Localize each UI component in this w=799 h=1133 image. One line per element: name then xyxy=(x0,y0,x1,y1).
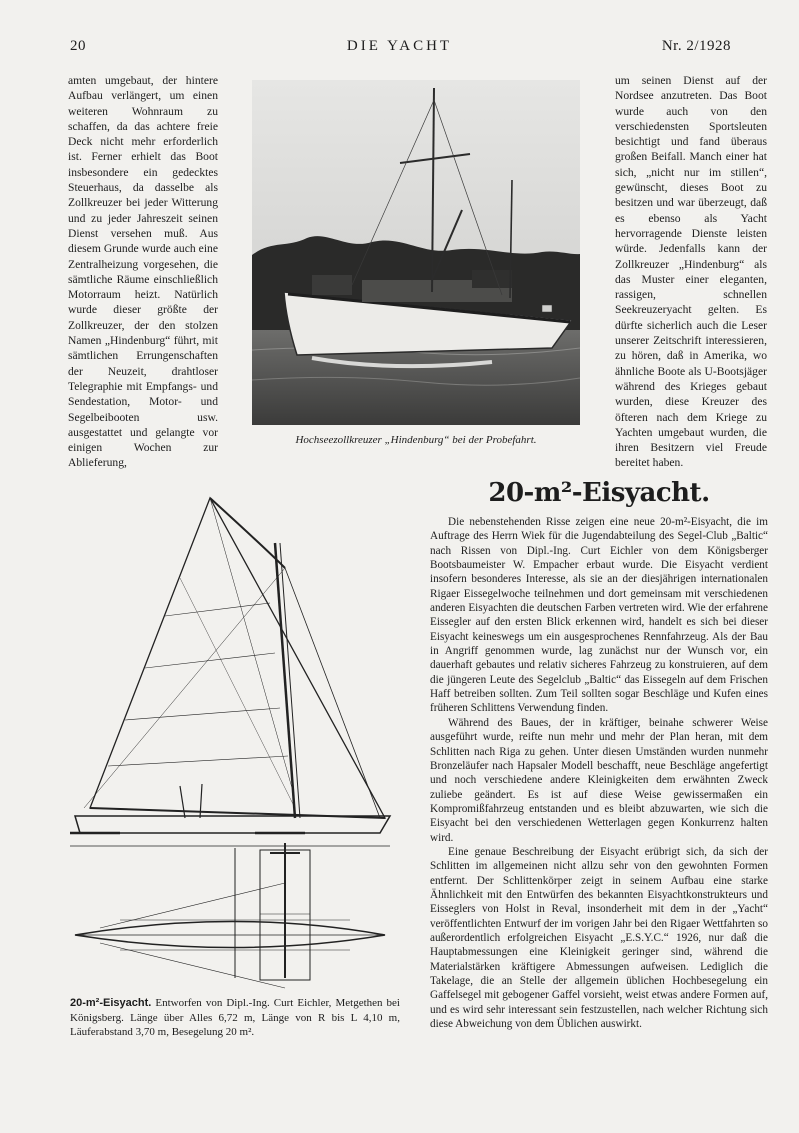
journal-title: DIE YACHT xyxy=(346,38,453,54)
figure-caption-title: 20-m²-Eisyacht. xyxy=(70,997,152,1009)
figure-caption-text: Entworfen von Dipl.-Ing. Curt Eichler, Metgethen bei Königsberg. Länge über Alles 6,72 m, Länge von R bis L 4,10 m, Läuferabstand 3,70 m, Besegelung 20 m². xyxy=(70,997,400,1038)
article-paragraph: Während des Baues, der in kräftiger, beinahe schwerer Weise ausgeführt wurde, reifte nun mehr und mehr der Plan heran, mit dem Schlitten nach Riga zu gehen. Unter diesen Umständen wurden nunmehr Bronzeläufer nach Hapsaler Modell beschafft, neue Beschläge angefertigt und noch verschiedene andere Kleinigkeiten dem erwähnten Zweck zuliebe geändert. Es ist auf diese Weise gewissermaßen ein Kompromißfahrzeug entstanden und es bleibt abzuwarten, wie sich die Eisyacht bei den verschiedenen Wetterlagen gegen Konkurrenz halten wird. xyxy=(430,716,768,844)
left-text-column xyxy=(68,73,218,471)
article-paragraph: Eine genaue Beschreibung der Eisyacht erübrigt sich, da sich der Schlitten im allgemeinen nicht allzu sehr von den gewohnten Formen entfernt. Der Schlittenkörper zeigt in seinem Aufbau eine starke Ähnlichkeit mit den Entwürfen des bekannten Eisyachtkonstrukteurs und Eisseglers von Holst in Reval, insonderheit mit dem in der „Yacht“ veröffentlichten Entwurf der im vorigen Jahr bei den Rigaer Wettfahrten so außerordentlich erfolgreichen Eisyacht „E.S.Y.C.“ 1926, nur daß die Hauptabmessungen eine Kleinigkeit geringer sind, während die Materialstärken kräftigere Abmessungen aufweisen. Lediglich die Takelage, die an Stelle der allgemein üblichen Hochbesegelung ein Gaffelsegel mit gebogener Gaffel vorsieht, weist etwas andere Formen auf, und es wird sehr interessant sein festzustellen, nach welcher Richtung sich diese Abweichung von dem Üblichen auswirkt. xyxy=(430,845,768,1031)
page-number: 20 xyxy=(70,38,86,54)
article-paragraph: Die nebenstehenden Risse zeigen eine neue 20-m²-Eisyacht, die im Auftrage des Herrn Wiek für die Jugendabteilung des Segel-Club „Baltic“ nach Rissen von Dipl.-Ing. Curt Eichler von dem Königsberger Bootsbaumeister W. Empacher erbaut wurde. Die Eisyacht verdient insofern besonderes Interesse, als sie an der diesjährigen internationalen Rigaer Eissegelwoche teilnehmen und dort gemeinsam mit verschiedenen anderen Eisyachten die deutschen Farben vertreten wird. Wie der erfahrene Eissegler auf den ersten Blick erkennen wird, handelt es sich bei dieser Eisyacht keineswegs um ein ausgesprochenes Rennfahrzeug. Als der Bau in Angriff genommen wurde, lag zunächst nur der Wunsch vor, ein dauerhaft gebautes und relativ sicheres Fahrzeug zu konstruieren, auf dem die jüngeren Leute des Segelclub „Baltic“ das Eissegeln auf dem Frischen Haff betreiben sollten. Zum Teil sollten sogar Beschläge und Kufen eines früheren Schlittens Verwendung finden. xyxy=(430,516,768,715)
photo-caption: Hochseezollkreuzer „Hindenburg“ bei der Probefahrt. xyxy=(295,434,537,446)
article-body xyxy=(430,515,768,1031)
right-text-column xyxy=(615,73,767,471)
issue-number: Nr. 2/1928 xyxy=(661,38,731,54)
boat-photo xyxy=(252,80,580,425)
left-column-text: amten umgebaut, der hintere Aufbau verlängert, um einen weiteren Wohnraum zu schaffen, da das achtere freie Deck nicht mehr erforderlich ist. Ferner erhielt das Boot insbesondere ein gedecktes Steuerhaus, da dasselbe als Zollkreuzer bei jeder Witterung und zu jeder Jahreszeit seinen Dienst versehen muß. Aus diesem Grunde wurde auch eine Zentralheizung vorgesehen, die sämtliche Räume einschließlich Motorraum heizt. Natürlich wurde dieser größte der Zollkreuzer, der den stolzen Namen „Hindenburg“ führt, mit sämtlichen Errungenschaften der Neuzeit, drahtloser Telegraphie mit Empfangs- und Sendestation, Motor- und Segelbeibooten usw. ausgestattet und gelangte vor einigen Wochen zur Ablieferung, xyxy=(68,74,218,470)
article-title: 20-m²-Eisyacht. xyxy=(488,478,710,508)
right-column-text: um seinen Dienst auf der Nordsee anzutreten. Das Boot wurde auch von den verschiedensten Sportsleuten besichtigt und fand überaus großen Beifall. Manch einer hat sich, „nicht nur im stillen“, gewünscht, dieses Boot zu besitzen und war überzeugt, daß es ebenso als Yacht hervorragende Dienste leisten würde. Jedenfalls kann der Zollkreuzer „Hindenburg“ als das Muster einer eleganten, rassigen, schnellen Seekreuzeryacht gelten. Es dürfte sicherlich auch die Leser unserer Zeitschrift interessieren, zu hören, daß in Amerika, wo ähnliche Boote als U-Bootsjäger während des Krieges gebaut wurden, diese Kreuzer des öfteren nach dem Kriege zu Yachten umgebaut wurden, die ihren Besitzern viel Freude bereitet haben. xyxy=(615,74,767,470)
figure-caption xyxy=(70,996,400,1040)
iceyacht-technical-drawing xyxy=(60,488,400,993)
